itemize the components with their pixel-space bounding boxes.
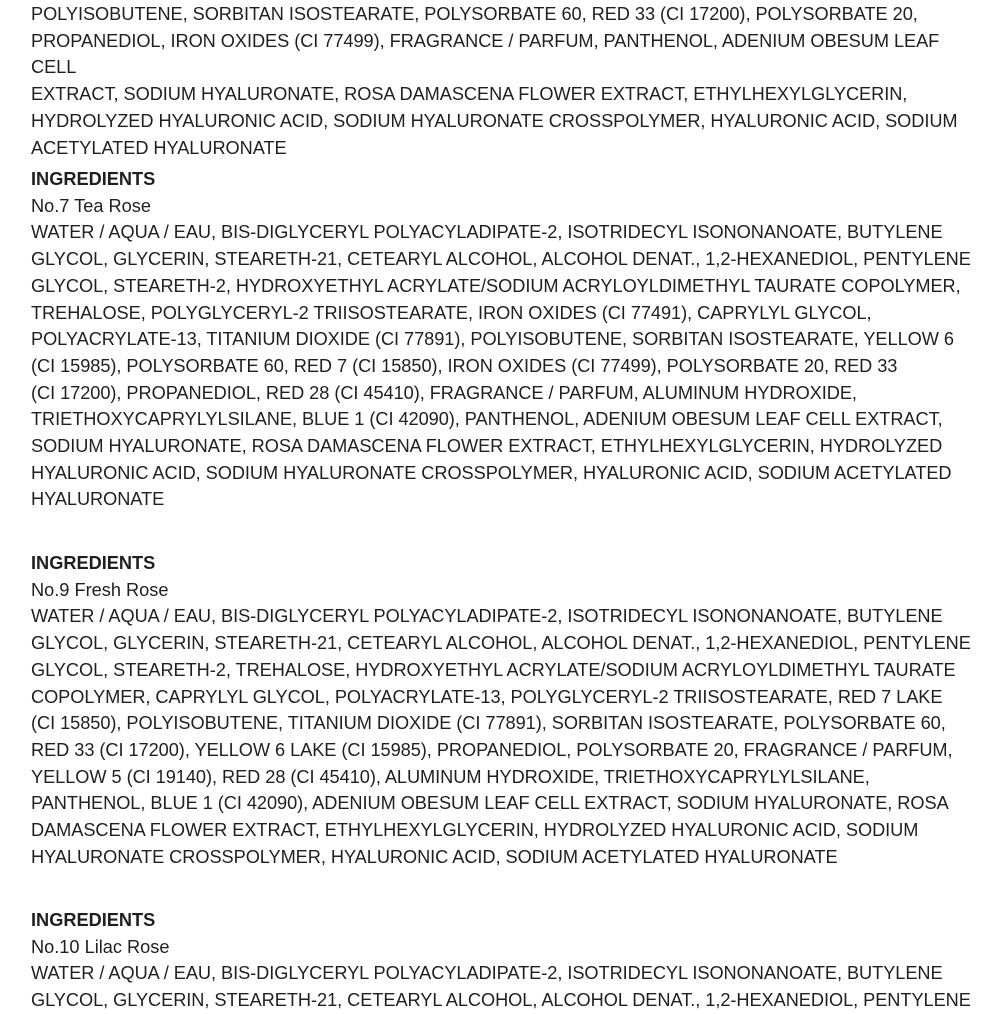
ingredients-heading: INGREDIENTS [31,910,156,930]
ingredients-heading: INGREDIENTS [31,169,156,189]
ingredients-section-fresh-rose [31,550,986,870]
previous-ingredients-fragment [31,1,986,161]
ingredients-heading: INGREDIENTS [31,553,156,573]
ingredient-list-text: WATER / AQUA / EAU, BIS-DIGLYCERYL POLYACYLADIPATE-2, ISOTRIDECYL ISONONANOATE, BUTYLENE GLYCOL, GLYCERIN, STEARETH-21, CETEARYL ALCOHOL, ALCOHOL DENAT., 1,2-HEXANEDIOL, PENTYLENE [31,963,971,1011]
shade-name: No.7 Tea Rose [31,195,151,216]
ingredients-section-tea-rose [31,166,986,513]
ingredient-list-text: WATER / AQUA / EAU, BIS-DIGLYCERYL POLYACYLADIPATE-2, ISOTRIDECYL ISONONANOATE, BUTYLENE GLYCOL, GLYCERIN, STEARETH-21, CETEARYL ALCOHOL, ALCOHOL DENAT., 1,2-HEXANEDIOL, PENTYLENE GLYCOL, STEARETH-2, TREHALOSE, HYDROXYETHYL ACRYLATE/SODIUM ACRYLOYLDIMETHYL TAURATE COPOLYMER, CAPRYLYL GLYCOL, POLYACRYLATE-13, POLYGLYCERYL-2 TRIISOSTEARATE, RED 7 LAKE (CI 15850), POLYISOBUTENE, TITANIUM DIOXIDE (CI 77891), SORBITAN ISOSTEARATE, POLYSORBATE 60, RED 33 (CI 17200), YELLOW 6 LAKE (CI 15985), PROPANEDIOL, POLYSORBATE 20, FRAGRANCE / PARFUM, YELLOW 5 (CI 19140), RED 28 (CI 45410), ALUMINUM HYDROXIDE, TRIETHOXYCAPRYLYLSILANE, PANTHENOL, BLUE 1 (CI 42090), ADENIUM OBESUM LEAF CELL EXTRACT, SODIUM HYALURONATE, ROSA DAMASCENA FLOWER EXTRACT, ETHYLHEXYLGLYCERIN, HYDROLYZED HYALURONIC ACID, SODIUM HYALURONATE CROSSPOLYMER, HYALURONIC ACID, SODIUM ACETYLATED HYALURONATE [31,606,971,867]
shade-name: No.10 Lilac Rose [31,936,170,957]
ingredient-list-text: WATER / AQUA / EAU, BIS-DIGLYCERYL POLYACYLADIPATE-2, ISOTRIDECYL ISONONANOATE, BUTYLENE GLYCOL, GLYCERIN, STEARETH-21, CETEARYL ALCOHOL, ALCOHOL DENAT., 1,2-HEXANEDIOL, PENTYLENE GLYCOL, STEARETH-2, HYDROXYETHYL ACRYLATE/SODIUM ACRYLOYLDIMETHYL TAURATE COPOLYMER, TREHALOSE, POLYGLYCERYL-2 TRIISOSTEARATE, IRON OXIDES (CI 77491), CAPRYLYL GLYCOL, POLYACRYLATE-13, TITANIUM DIOXIDE (CI 77891), POLYISOBUTENE, SORBITAN ISOSTEARATE, YELLOW 6 (CI 15985), POLYSORBATE 60, RED 7 (CI 15850), IRON OXIDES (CI 77499), POLYSORBATE 20, RED 33 (CI 17200), PROPANEDIOL, RED 28 (CI 45410), FRAGRANCE / PARFUM, ALUMINUM HYDROXIDE, TRIETHOXYCAPRYLYLSILANE, BLUE 1 (CI 42090), PANTHENOL, ADENIUM OBESUM LEAF CELL EXTRACT, SODIUM HYALURONATE, ROSA DAMASCENA FLOWER EXTRACT, ETHYLHEXYLGLYCERIN, HYDROLYZED HYALURONIC ACID, SODIUM HYALURONATE CROSSPOLYMER, HYALURONIC ACID, SODIUM ACETYLATED HYALURONATE [31,222,971,510]
shade-name: No.9 Fresh Rose [31,579,169,600]
ingredient-list-text: POLYISOBUTENE, SORBITAN ISOSTEARATE, POLYSORBATE 60, RED 33 (CI 17200), POLYSORBATE 20, PROPANEDIOL, IRON OXIDES (CI 77499), FRAGRANCE / PARFUM, PANTHENOL, ADENIUM OBESUM LEAF CELL EXTRACT, SODIUM HYALURONATE, ROSA DAMASCENA FLOWER EXTRACT, ETHYLHEXYLGLYCERIN, HYDROLYZED HYALURONIC ACID, SODIUM HYALURONATE CROSSPOLYMER, HYALURONIC ACID, SODIUM ACETYLATED HYALURONATE [31,4,958,158]
ingredients-section-lilac-rose [31,907,986,1014]
